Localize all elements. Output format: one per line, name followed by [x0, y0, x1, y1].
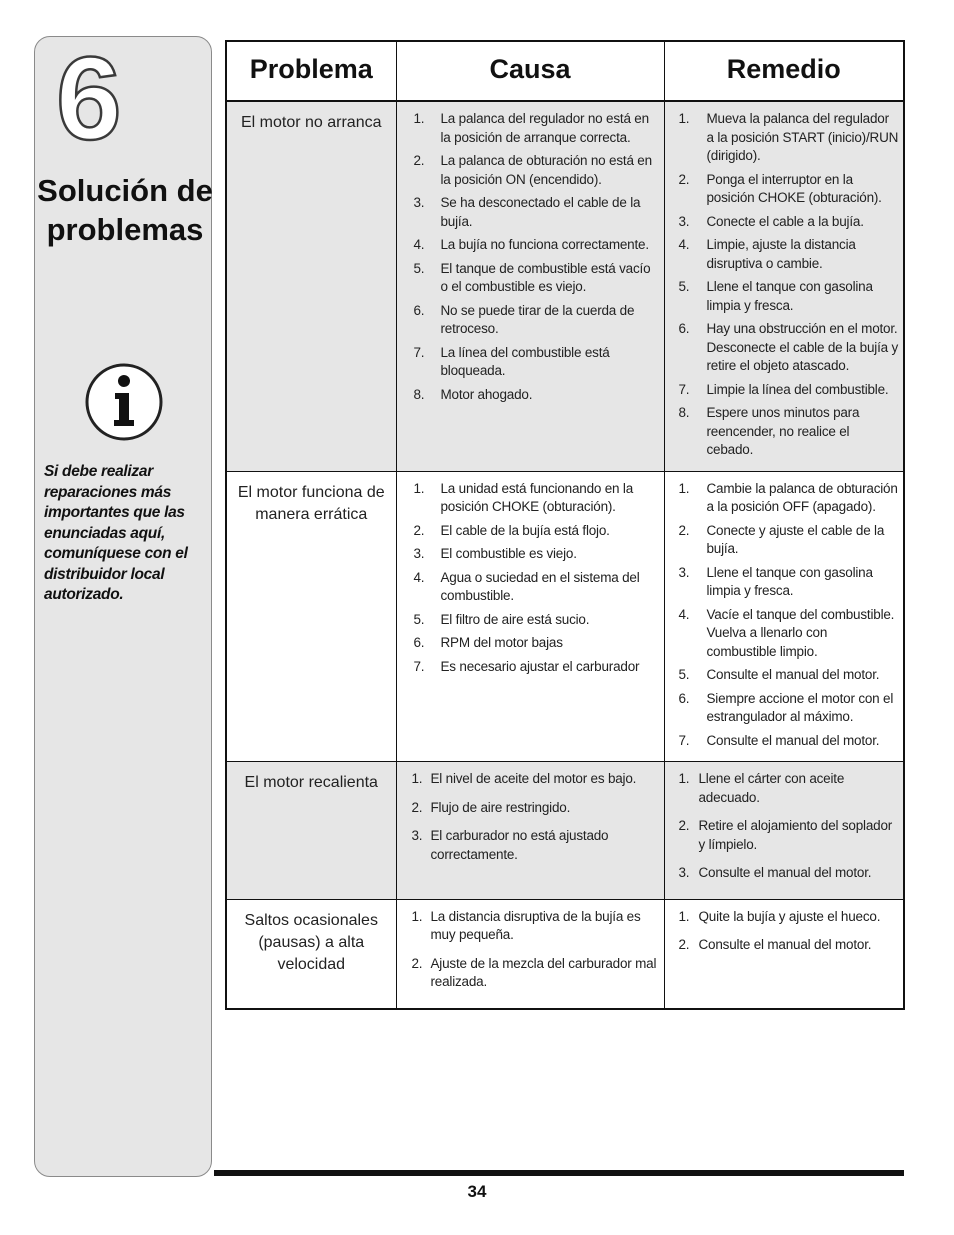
item-number: 4. — [413, 237, 425, 252]
remedy-item — [665, 171, 900, 208]
item-text: Conecte y ajuste el cable de la bujía. — [706, 522, 885, 556]
item-text: Es necesario ajustar el carburador — [440, 658, 640, 674]
item-text: La línea del combustible está bloqueada. — [440, 344, 610, 378]
chapter-title-line1: Solución de — [37, 173, 213, 208]
chapter-title-line2: problemas — [46, 211, 204, 247]
item-text: El cable de la bujía está flojo. — [440, 522, 610, 538]
cause-item — [397, 260, 660, 297]
table-row — [226, 899, 904, 1009]
item-number: 5. — [413, 611, 425, 627]
remedy-item — [665, 236, 900, 273]
item-text: El nivel de aceite del motor es bajo. — [430, 771, 637, 786]
remedy-item — [665, 213, 900, 232]
sidebar-note: Si debe realizar reparaciones más importantes que las enunciadas aquí, comuníquese con el distribuidor local autorizado. — [44, 463, 188, 603]
item-number: 4. — [413, 569, 425, 585]
item-text: El tanque de combustible está vacío o el combustible es viejo. — [440, 260, 651, 294]
chapter-number: 6 — [56, 33, 122, 165]
remedy-item — [665, 936, 900, 955]
item-text: La bujía no funciona correctamente. — [440, 237, 649, 252]
item-number: 2. — [678, 522, 690, 538]
cause-item — [397, 236, 660, 255]
remedy-item — [665, 770, 900, 807]
item-number: 5. — [678, 279, 690, 294]
table-row — [226, 101, 904, 471]
problem-cell: El motor recalienta — [226, 762, 396, 900]
item-text: Limpie la línea del combustible. — [706, 381, 889, 397]
item-number: 2. — [413, 153, 425, 168]
cause-item — [397, 110, 660, 147]
item-text: Ponga el interruptor en la posición CHOKE (obturación). — [706, 171, 882, 205]
cause-item — [397, 194, 660, 231]
item-number: 7. — [413, 658, 425, 674]
remedy-item — [665, 564, 900, 601]
cause-item — [397, 770, 660, 789]
item-text: Flujo de aire restringido. — [430, 799, 571, 815]
header-remedy: Remedio — [664, 41, 904, 101]
item-number: 4. — [678, 606, 690, 622]
item-text: Consulte el manual del motor. — [698, 937, 872, 952]
item-number: 2. — [678, 937, 690, 952]
item-number: 1. — [678, 908, 690, 924]
cause-item — [397, 152, 660, 189]
remedy-item — [665, 381, 900, 400]
item-text: Agua o suciedad en el sistema del combustible. — [440, 569, 640, 603]
cause-cell — [396, 471, 664, 762]
cause-list — [397, 472, 664, 688]
remedy-cell — [664, 471, 904, 762]
remedy-list — [665, 102, 904, 471]
item-text: La distancia disruptiva de la bujía es muy pequeña. — [430, 908, 641, 942]
item-number: 5. — [413, 260, 425, 276]
remedy-item — [665, 480, 900, 517]
cause-item — [397, 799, 660, 818]
item-number: 1. — [678, 111, 690, 126]
item-text: Llene el tanque con gasolina limpia y fresca. — [706, 279, 873, 313]
item-number: 1. — [411, 908, 423, 924]
cause-cell — [396, 101, 664, 471]
item-text: Consulte el manual del motor. — [706, 667, 880, 682]
item-number: 3. — [411, 828, 423, 843]
item-number: 6. — [678, 321, 690, 336]
cause-item — [397, 522, 660, 541]
table-row — [226, 471, 904, 762]
item-text: Se ha desconectado el cable de la bujía. — [440, 195, 641, 229]
cause-item — [397, 344, 660, 381]
item-text: Ajuste de la mezcla del carburador mal realizada. — [430, 955, 657, 989]
item-text: Llene el tanque con gasolina limpia y fresca. — [706, 564, 873, 598]
problem-cell: El motor no arranca — [226, 101, 396, 471]
remedy-item — [665, 864, 900, 883]
item-text: Consulte el manual del motor. — [706, 732, 880, 748]
remedy-item — [665, 278, 900, 315]
item-text: Hay una obstrucción en el motor. Desconecte el cable de la bujía y retire el objeto atascado. — [706, 321, 899, 373]
remedy-item — [665, 404, 900, 460]
item-text: La palanca del regulador no está en la posición de arranque correcta. — [440, 111, 649, 145]
remedy-item — [665, 522, 900, 559]
cause-item — [397, 611, 660, 630]
cause-item — [397, 658, 660, 677]
item-text: Cambie la palanca de obturación a la posición OFF (apagado). — [706, 480, 898, 514]
remedy-item — [665, 817, 900, 854]
item-text: Siempre accione el motor con el estrangulador al máximo. — [706, 690, 894, 724]
cause-list — [397, 900, 664, 1008]
item-number: 2. — [678, 171, 690, 187]
item-text: El combustible es viejo. — [440, 546, 577, 561]
remedy-item — [665, 110, 900, 166]
remedy-list — [665, 472, 904, 762]
cause-item — [397, 302, 660, 339]
remedy-item — [665, 732, 900, 751]
problem-cell: Saltos ocasionales (pausas) a alta velocidad — [226, 899, 396, 1009]
cause-item — [397, 908, 660, 945]
remedy-item — [665, 606, 900, 662]
item-text: El carburador no está ajustado correctamente. — [430, 828, 609, 862]
remedy-item — [665, 320, 900, 376]
item-number: 3. — [678, 564, 690, 580]
cause-list — [397, 102, 664, 415]
item-number: 3. — [413, 546, 425, 561]
item-number: 1. — [411, 771, 423, 786]
item-text: El filtro de aire está sucio. — [440, 611, 590, 627]
cause-item — [397, 480, 660, 517]
cause-list — [397, 762, 664, 880]
item-text: Llene el cárter con aceite adecuado. — [698, 771, 845, 805]
item-number: 2. — [411, 955, 423, 971]
footer-rule — [214, 1170, 904, 1176]
cause-item — [397, 827, 660, 864]
cause-item — [397, 569, 660, 606]
item-number: 7. — [678, 732, 690, 748]
item-number: 2. — [413, 522, 425, 538]
item-text: Limpie, ajuste la distancia disruptiva o cambie. — [706, 237, 856, 271]
item-text: Espere unos minutos para reencender, no realice el cebado. — [706, 405, 860, 457]
item-number: 6. — [678, 690, 690, 706]
cause-item — [397, 634, 660, 653]
item-text: Motor ahogado. — [440, 386, 533, 402]
item-text: Mueva la palanca del regulador a la posición START (inicio)/RUN (dirigido). — [706, 111, 899, 163]
item-number: 1. — [678, 771, 690, 786]
item-text: La palanca de obturación no está en la posición ON (encendido). — [440, 153, 652, 187]
cause-cell — [396, 899, 664, 1009]
item-number: 3. — [413, 195, 425, 210]
cause-item — [397, 386, 660, 405]
table-row — [226, 762, 904, 900]
item-number: 5. — [678, 667, 690, 682]
item-number: 4. — [678, 237, 690, 252]
item-number: 6. — [413, 302, 425, 318]
item-number: 3. — [678, 213, 690, 229]
item-text: Quite la bujía y ajuste el hueco. — [698, 908, 881, 924]
remedy-item — [665, 666, 900, 685]
problem-cell: El motor funciona de manera errática — [226, 471, 396, 762]
remedy-item — [665, 908, 900, 927]
item-number: 1. — [678, 480, 690, 496]
item-text: Conecte el cable a la bujía. — [706, 213, 864, 229]
chapter-title — [34, 172, 216, 250]
item-number: 7. — [413, 344, 425, 360]
item-text: No se puede tirar de la cuerda de retroceso. — [440, 302, 635, 336]
item-number: 7. — [678, 381, 690, 397]
troubleshooting-table — [225, 40, 905, 1010]
item-number: 2. — [411, 799, 423, 815]
cause-cell — [396, 762, 664, 900]
item-text: La unidad está funcionando en la posición CHOKE (obturación). — [440, 480, 634, 514]
remedy-cell — [664, 762, 904, 900]
item-number: 6. — [413, 635, 425, 650]
item-text: Consulte el manual del motor. — [698, 865, 872, 880]
item-number: 1. — [413, 480, 425, 496]
header-problem: Problema — [226, 41, 396, 101]
item-text: Retire el alojamiento del soplador y límpielo. — [698, 818, 893, 852]
header-cause: Causa — [396, 41, 664, 101]
cause-item — [397, 545, 660, 564]
remedy-item — [665, 690, 900, 727]
remedy-list — [665, 762, 904, 899]
item-number: 3. — [678, 865, 690, 880]
item-number: 8. — [413, 386, 425, 402]
remedy-cell — [664, 101, 904, 471]
page-number: 34 — [467, 1182, 487, 1201]
remedy-list — [665, 900, 904, 971]
item-text: Vacíe el tanque del combustible. Vuelva a llenarlo con combustible limpio. — [706, 606, 895, 659]
info-icon — [84, 362, 164, 442]
item-number: 1. — [413, 111, 425, 126]
item-number: 8. — [678, 405, 690, 420]
remedy-cell — [664, 899, 904, 1009]
item-number: 2. — [678, 818, 690, 833]
table-header-row — [226, 41, 904, 101]
item-text: RPM del motor bajas — [440, 635, 563, 650]
cause-item — [397, 955, 660, 992]
